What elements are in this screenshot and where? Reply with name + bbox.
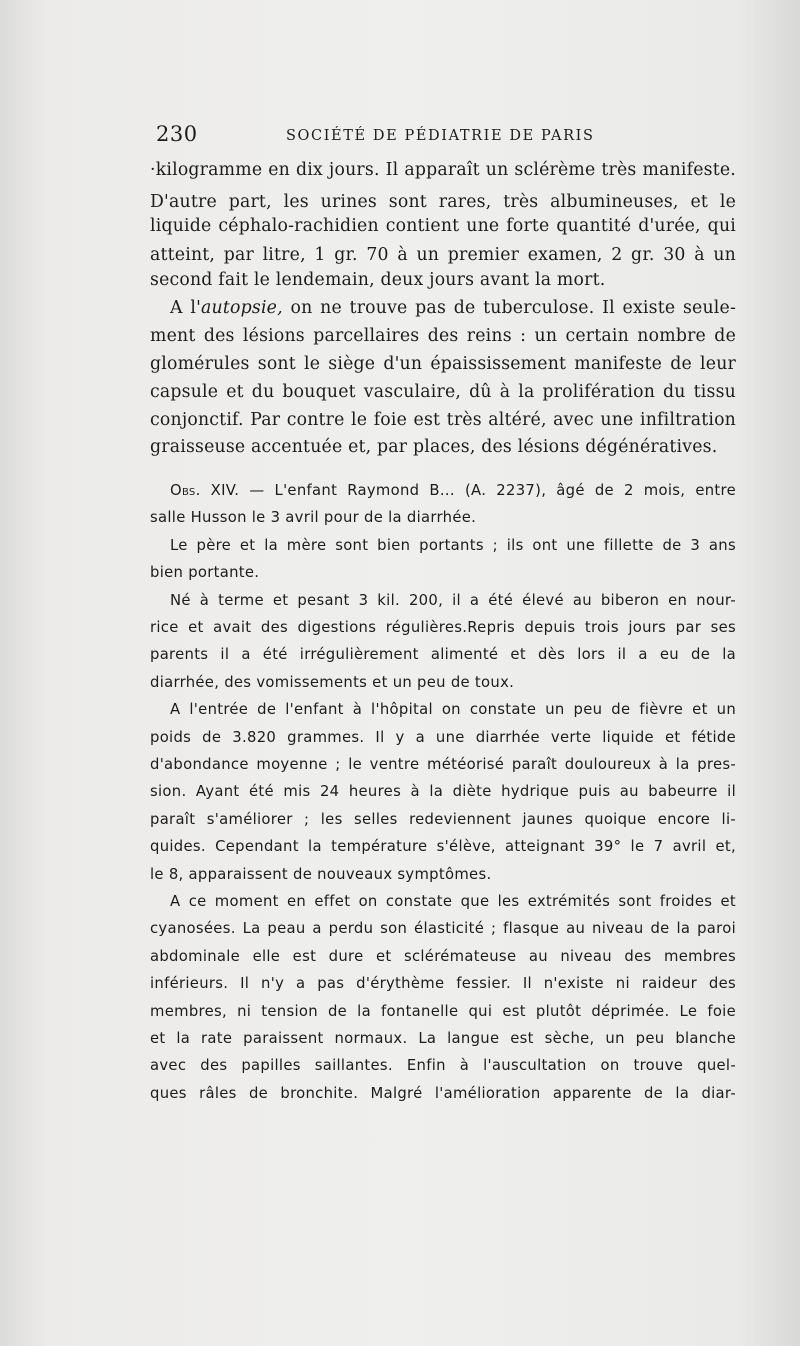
text-line: rice et avait des digestions régulières.Repris depuis trois jours par ses xyxy=(150,619,736,636)
text-line: graisseuse accentuée et, par places, des lésions dégénératives. xyxy=(150,437,718,457)
text-line: A l'entrée de l'enfant à l'hôpital on constate un peu de fièvre et un xyxy=(170,701,736,718)
text-line: poids de 3.820 grammes. Il y a une diarrhée verte liquide et fétide xyxy=(150,729,736,746)
text-line xyxy=(150,482,736,499)
text-line: avec des papilles saillantes. Enfin à l'auscultation on trouve quel- xyxy=(150,1057,736,1074)
text-span: A l' xyxy=(170,298,202,318)
text-line: atteint, par litre, 1 gr. 70 à un premier examen, 2 gr. 30 à un xyxy=(150,245,736,265)
text-line: capsule et du bouquet vasculaire, dû à la prolifération du tissu xyxy=(150,382,736,402)
text-line: diarrhée, des vomissements et un peu de toux. xyxy=(150,674,515,691)
text-line: quides. Cependant la température s'élève, atteignant 39° le 7 avril et, xyxy=(150,838,736,855)
text-line: salle Husson le 3 avril pour de la diarrhée. xyxy=(150,509,477,526)
text-line: liquide céphalo-rachidien contient une forte quantité d'urée, qui xyxy=(150,216,736,236)
text-line: Né à terme et pesant 3 kil. 200, il a été élevé au biberon en nour- xyxy=(170,592,736,609)
text-line: bien portante. xyxy=(150,564,260,581)
text-line: et la rate paraissent normaux. La langue est sèche, un peu blanche xyxy=(150,1030,736,1047)
observation-label: Obs. XIV. xyxy=(170,482,240,499)
text-line: cyanosées. La peau a perdu son élasticité ; flasque au niveau de la paroi xyxy=(150,920,736,937)
text-span: — L'enfant Raymond B... (A. 2237), âgé de 2 mois, entre xyxy=(239,482,736,499)
text-line: ques râles de bronchite. Malgré l'amélioration apparente de la diar- xyxy=(150,1085,736,1102)
text-line: conjonctif. Par contre le foie est très altéré, avec une infiltration xyxy=(150,410,736,430)
text-line xyxy=(150,298,736,318)
running-title: SOCIÉTÉ DE PÉDIATRIE DE PARIS xyxy=(286,128,595,144)
emphasis-text: autopsie, xyxy=(201,298,283,318)
page-number: 230 xyxy=(156,122,198,146)
text-line: D'autre part, les urines sont rares, très albumineuses, et le xyxy=(150,192,736,212)
text-span: on ne trouve pas de tuberculose. Il existe seule- xyxy=(282,298,736,318)
text-line: d'abondance moyenne ; le ventre météorisé paraît douloureux à la pres- xyxy=(150,756,736,773)
text-line: abdominale elle est dure et sclérémateuse au niveau des membres xyxy=(150,948,736,965)
text-line: A ce moment en effet on constate que les extrémités sont froides et xyxy=(170,893,736,910)
text-line: second fait le lendemain, deux jours avant la mort. xyxy=(150,270,606,290)
text-line: le 8, apparaissent de nouveaux symptômes. xyxy=(150,866,492,883)
text-line: ·kilogramme en dix jours. Il apparaît un sclérème très manifeste. xyxy=(150,160,736,180)
page-header xyxy=(156,122,736,152)
text-line: ment des lésions parcellaires des reins : un certain nombre de xyxy=(150,326,736,346)
text-line: membres, ni tension de la fontanelle qui est plutôt déprimée. Le foie xyxy=(150,1003,736,1020)
text-line: inférieurs. Il n'y a pas d'érythème fessier. Il n'existe ni raideur des xyxy=(150,975,736,992)
text-line: glomérules sont le siège d'un épaississement manifeste de leur xyxy=(150,354,736,374)
text-line: sion. Ayant été mis 24 heures à la diète hydrique puis au babeurre il xyxy=(150,783,736,800)
text-line: paraît s'améliorer ; les selles redeviennent jaunes quoique encore li- xyxy=(150,811,736,828)
text-line: Le père et la mère sont bien portants ; ils ont une fillette de 3 ans xyxy=(170,537,736,554)
text-line: parents il a été irrégulièrement alimenté et dès lors il a eu de la xyxy=(150,646,736,663)
